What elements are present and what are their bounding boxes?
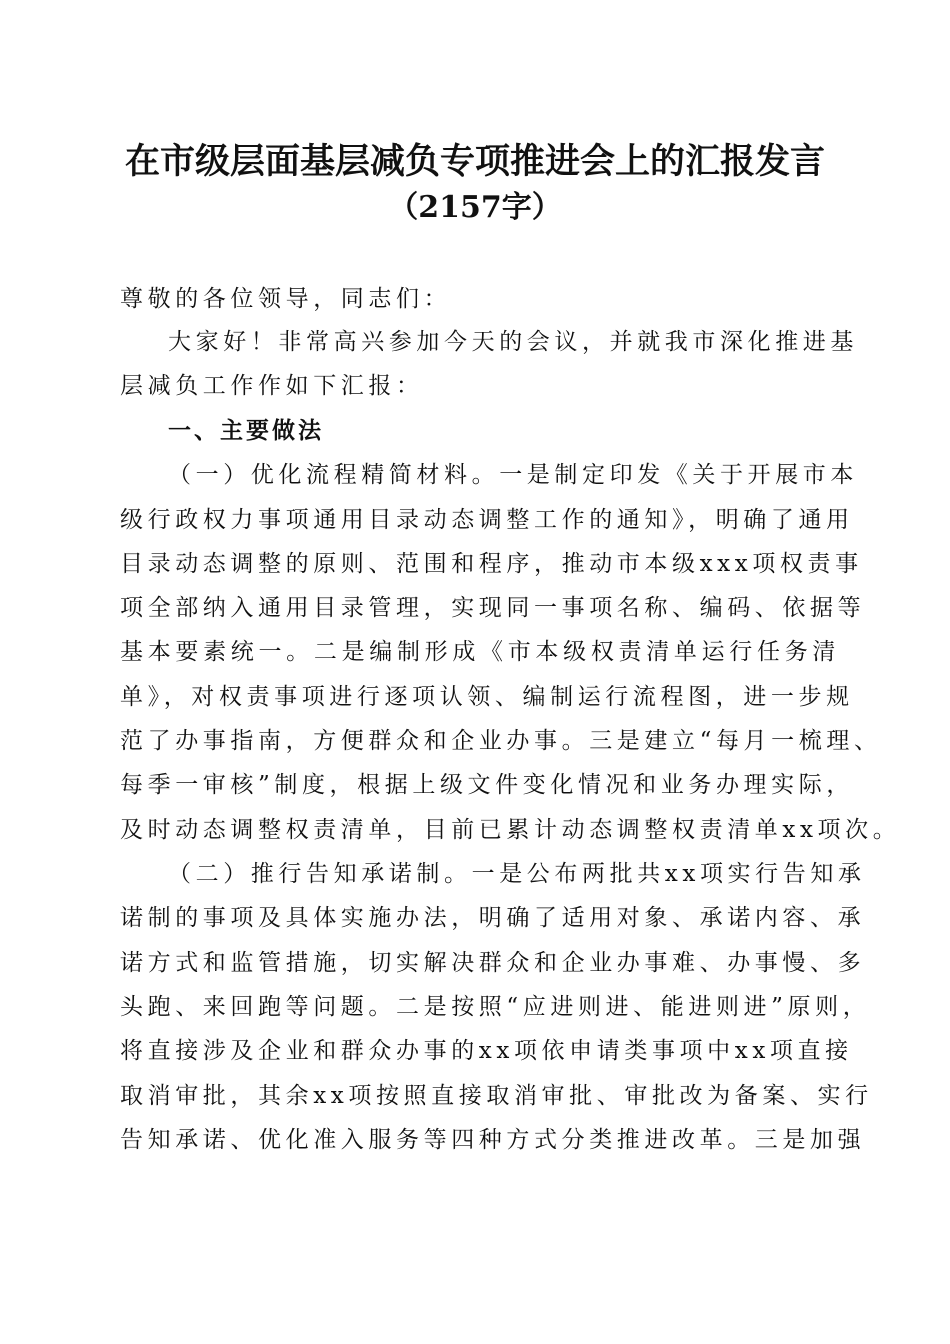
paragraph-line: 单》，对权责事项进行逐项认领、编制运行流程图，进一步规: [120, 684, 854, 710]
paragraph-line: 将直接涉及企业和群众办事的xx项依申请类事项中xx项直接: [120, 1038, 853, 1064]
paragraph-line: 取消审批，其余xx项按照直接取消审批、审批改为备案、实行: [120, 1083, 873, 1109]
intro-line: 大家好！非常高兴参加今天的会议，并就我市深化推进基: [168, 329, 858, 355]
intro-line: 层减负工作作如下汇报：: [120, 373, 424, 399]
section-heading: 一、主要做法: [168, 418, 324, 444]
document-word-count: （2157字）: [388, 190, 562, 225]
paragraph-line: （二）推行告知承诺制。一是公布两批共xx项实行告知承: [168, 861, 866, 887]
paragraph-line: 头跑、来回跑等问题。二是按照“应进则进、能进则进”原则，: [120, 994, 871, 1020]
paragraph-line: 诺制的事项及具体实施办法，明确了适用对象、承诺内容、承: [120, 905, 866, 931]
paragraph-line: 级行政权力事项通用目录动态调整工作的通知》，明确了通用: [120, 507, 854, 533]
greeting: 尊敬的各位领导，同志们：: [120, 286, 452, 312]
paragraph-line: 及时动态调整权责清单，目前已累计动态调整权责清单xx项次。: [120, 817, 901, 843]
paragraph-line: （一）优化流程精简材料。一是制定印发《关于开展市本: [168, 462, 858, 488]
document-title: 在市级层面基层减负专项推进会上的汇报发言: [124, 141, 825, 182]
paragraph-line: 项全部纳入通用目录管理，实现同一事项名称、编码、依据等: [120, 595, 866, 621]
paragraph-line: 诺方式和监管措施，切实解决群众和企业办事难、办事慢、多: [120, 950, 866, 976]
paragraph-line: 告知承诺、优化准入服务等四种方式分类推进改革。三是加强: [120, 1127, 866, 1153]
paragraph-line: 每季一审核”制度，根据上级文件变化情况和业务办理实际，: [120, 772, 854, 798]
paragraph-line: 目录动态调整的原则、范围和程序，推动市本级xxx项权责事: [120, 551, 863, 577]
paragraph-line: 基本要素统一。二是编制形成《市本级权责清单运行任务清: [120, 639, 840, 665]
paragraph-line: 范了办事指南，方便群众和企业办事。三是建立“每月一梳理、: [120, 728, 882, 754]
